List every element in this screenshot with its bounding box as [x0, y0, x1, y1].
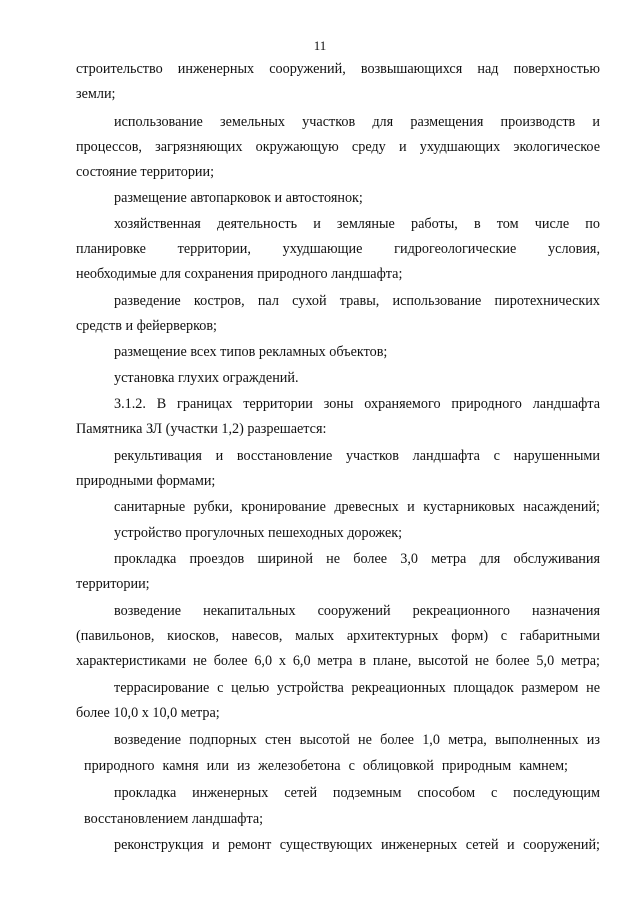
- text-line: прокладка инженерных сетей подземным способом с последующим: [114, 785, 600, 801]
- text-line: планировке территории, ухудшающие гидрогеологические условия,: [76, 241, 600, 257]
- text-line: характеристиками не более 6,0 х 6,0 метра в плане, высотой не более 5,0 метра;: [76, 653, 600, 669]
- text-line: средств и фейерверков;: [76, 318, 217, 334]
- text-line: возведение подпорных стен высотой не более 1,0 метра, выполненных из: [114, 732, 600, 748]
- text-line: размещение автопарковок и автостоянок;: [114, 190, 363, 206]
- text-line: природными формами;: [76, 473, 216, 489]
- text-line: возведение некапитальных сооружений рекреационного назначения: [114, 603, 600, 619]
- text-line: размещение всех типов рекламных объектов;: [114, 344, 388, 360]
- text-line: процессов, загрязняющих окружающую среду и ухудшающих экологическое: [76, 139, 600, 155]
- text-line: более 10,0 х 10,0 метра;: [76, 705, 220, 721]
- text-line: строительство инженерных сооружений, возвышающихся над поверхностью: [76, 61, 600, 77]
- text-line: территории;: [76, 576, 150, 592]
- text-line: земли;: [76, 86, 116, 102]
- text-line: разведение костров, пал сухой травы, использование пиротехнических: [114, 293, 600, 309]
- text-line: прокладка проездов шириной не более 3,0 метра для обслуживания: [114, 551, 600, 567]
- text-line: реконструкция и ремонт существующих инженерных сетей и сооружений;: [114, 837, 600, 853]
- text-line: устройство прогулочных пешеходных дорожек;: [114, 525, 403, 541]
- text-line: состояние территории;: [76, 164, 215, 180]
- text-line: необходимые для сохранения природного ландшафта;: [76, 266, 403, 282]
- text-line: террасирование с целью устройства рекреационных площадок размером не: [114, 680, 600, 696]
- text-line: 3.1.2. В границах территории зоны охраняемого природного ландшафта: [114, 396, 600, 412]
- text-line: рекультивация и восстановление участков ландшафта с нарушенными: [114, 448, 600, 464]
- text-line: Памятника ЗЛ (участки 1,2) разрешается:: [76, 421, 327, 437]
- text-line: установка глухих ограждений.: [114, 370, 299, 386]
- text-line: санитарные рубки, кронирование древесных и кустарниковых насаждений;: [114, 499, 600, 515]
- text-line: природного камня или из железобетона с облицовкой природным камнем;: [84, 758, 568, 774]
- text-line: хозяйственная деятельность и земляные работы, в том числе по: [114, 216, 600, 232]
- page-number: 11: [313, 38, 327, 53]
- text-line: восстановлением ландшафта;: [84, 811, 264, 827]
- text-line: использование земельных участков для размещения производств и: [114, 114, 600, 130]
- text-line: (павильонов, киосков, навесов, малых архитектурных форм) с габаритными: [76, 628, 600, 644]
